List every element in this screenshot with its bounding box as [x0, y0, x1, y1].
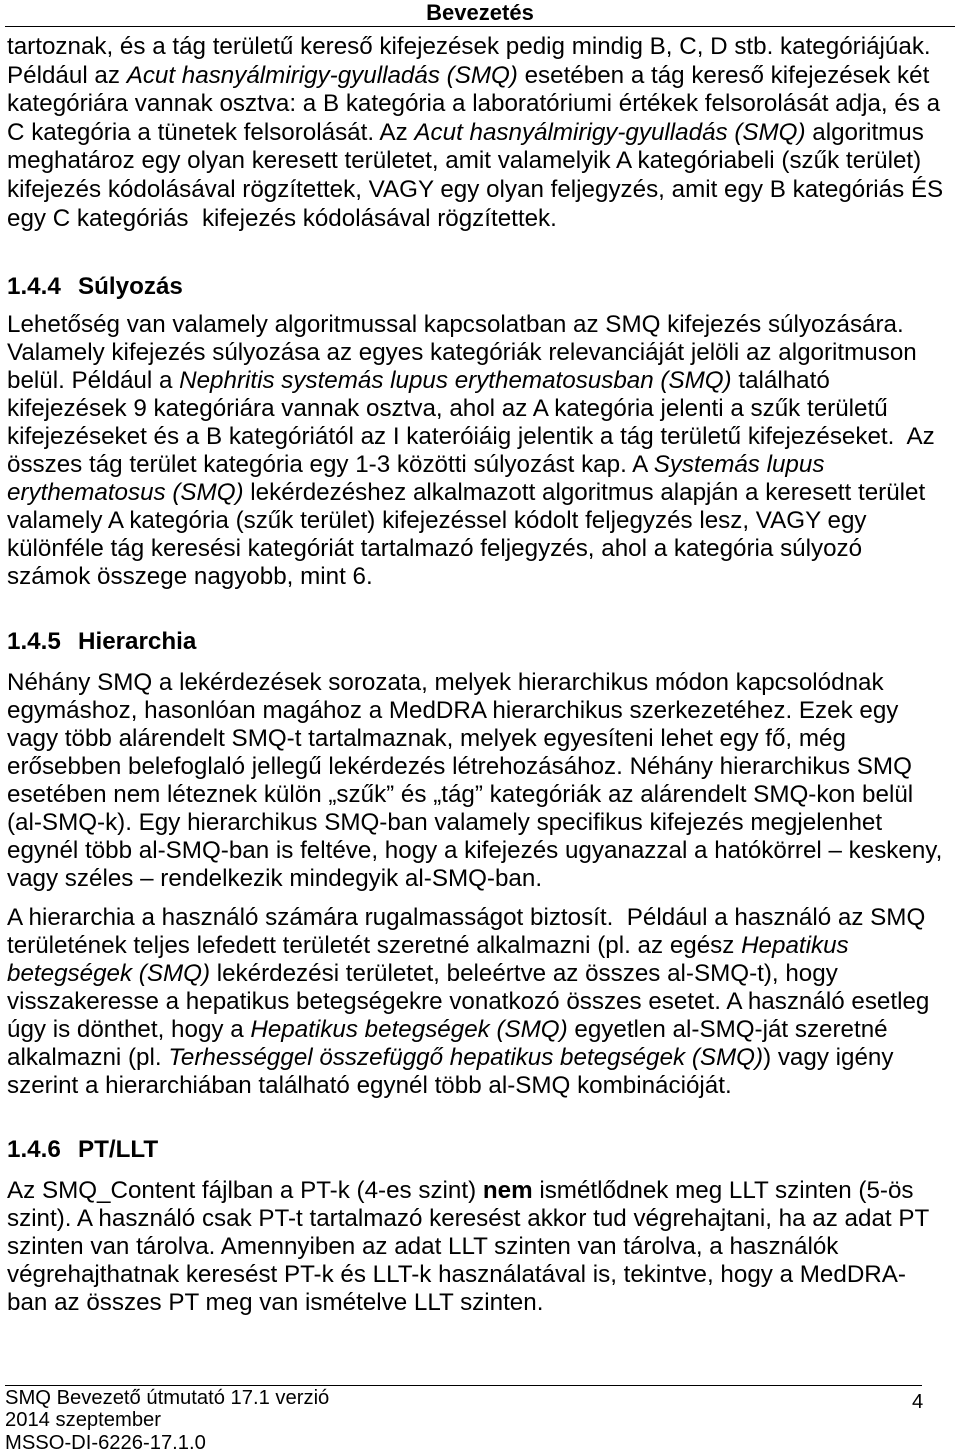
- text-line: [7, 147, 943, 176]
- text-line: [7, 119, 943, 148]
- text-segment: A hierarchia a használó számára rugalmasságot biztosít. Például a használó az SMQ: [7, 904, 926, 931]
- section-title: Hierarchia: [78, 628, 197, 655]
- text-line: [7, 367, 935, 395]
- text-segment: kifejezéseket és a B kategóriától az I kateróiáig jelentik a tág területű kifejezéseket. Az: [7, 423, 935, 450]
- text-line: [7, 809, 942, 837]
- text-segment: kifejezés kódolásával rögzítettek, VAGY egy olyan feljegyzés, amit egy B kategóriás ÉS: [7, 175, 944, 203]
- italic-text: Systemás lupus: [653, 451, 825, 478]
- italic-text: Terhességgel összefüggő hepatikus betegségek (SMQ): [168, 1044, 764, 1071]
- footer-rule: [5, 1385, 922, 1386]
- text-line: [7, 395, 935, 423]
- text-segment: egyetlen al-SMQ-ját szeretné: [567, 1016, 888, 1043]
- section-heading: [7, 628, 196, 656]
- text-line: [7, 176, 943, 205]
- text-segment: alkalmazni (pl.: [7, 1044, 169, 1071]
- footer-date: 2014 szeptember: [5, 1409, 161, 1432]
- italic-text: Acut hasnyálmirigy-gyulladás (SMQ): [126, 61, 518, 89]
- text-line: [7, 753, 942, 781]
- text-segment: egy C kategóriás kifejezés kódolásával rögzítettek.: [7, 204, 557, 232]
- text-segment: kategóriára vannak osztva: a B kategória a laboratóriumi értékek felsorolását adja, és a: [7, 90, 941, 118]
- text-segment: kifejezések 9 kategóriára vannak osztva, ahol az A kategória jelenti a szűk területű: [7, 395, 888, 422]
- section-number: 1.4.4: [7, 273, 61, 300]
- text-line: [7, 205, 943, 234]
- text-segment: összes tág terület kategória egy 1-3 közötti súlyozást kap. A: [7, 451, 654, 478]
- italic-text: Nephritis systemás lupus erythematosusban (SMQ): [179, 367, 732, 394]
- italic-text: Acut hasnyálmirigy-gyulladás (SMQ): [414, 118, 806, 146]
- text-line: [7, 1044, 929, 1072]
- text-segment: Valamely kifejezés súlyozása az egyes kategóriák relevanciáját jelöli az algoritmuson: [7, 339, 917, 366]
- text-segment: esetében a tág kereső kifejezések két: [517, 61, 930, 89]
- text-segment: tartoznak, és a tág területű kereső kifejezések pedig mindig B, C, D stb. kategóriájúak.: [7, 33, 931, 60]
- text-segment: ) vagy igény: [763, 1044, 894, 1071]
- text-segment: erősebben belefoglaló jellegű lekérdezés létrehozásához. Néhány hierarchikus SMQ: [7, 753, 912, 780]
- page-number: 4: [912, 1391, 924, 1413]
- footer-doc-id: MSSO-DI-6226-17.1.0: [5, 1431, 206, 1454]
- text-segment: Néhány SMQ a lekérdezések sorozata, melyek hierarchikus módon kapcsolódnak: [7, 669, 884, 696]
- text-line: [7, 669, 942, 697]
- text-line: [7, 865, 942, 893]
- italic-text: Hepatikus: [741, 932, 849, 959]
- text-line: [7, 1233, 929, 1261]
- text-segment: egymáshoz, hasonlóan magához a MedDRA hierarchikus szerkezetéhez. Ezek egy: [7, 697, 899, 724]
- text-line: [7, 1289, 929, 1317]
- text-line: [7, 535, 935, 563]
- text-segment: C kategória a tünetek felsorolását. Az: [7, 118, 415, 146]
- running-header-title: Bevezetés: [426, 0, 534, 25]
- text-segment: esetében nem léteznek külön „szűk” és „tág” kategóriák az alárendelt SMQ-kon belül: [7, 781, 914, 808]
- text-segment: egynél több al-SMQ-ban is feltéve, hogy a kifejezés ugyanazzal a hatókörrel – keskeny,: [7, 837, 943, 864]
- text-line: [7, 988, 929, 1016]
- text-line: [7, 781, 942, 809]
- text-line: [7, 507, 935, 535]
- text-segment: Lehetőség van valamely algoritmussal kapcsolatban az SMQ kifejezés súlyozására.: [7, 311, 904, 338]
- italic-text: Hepatikus betegségek (SMQ): [250, 1016, 568, 1043]
- text-segment: szint). A használó csak PT-t tartalmazó keresést akkor tud végrehajtani, ha az adat PT: [7, 1205, 930, 1232]
- section-title: PT/LLT: [78, 1136, 159, 1163]
- text-segment: lekérdezési területet, beleértve az összes al-SMQ-t), hogy: [210, 960, 838, 987]
- bold-text: nem: [482, 1177, 533, 1204]
- text-line: [7, 1205, 929, 1233]
- text-segment: végrehajthatnak keresést PT-k és LLT-k használatával is, tekintve, hogy a MedDRA-: [7, 1261, 906, 1288]
- text-segment: valamely A kategória (szűk terület) kifejezéssel kódolt feljegyzés lesz, VAGY egy: [7, 507, 867, 534]
- footer-doc-title: SMQ Bevezető útmutató 17.1 verzió: [5, 1387, 330, 1409]
- text-line: [7, 90, 943, 119]
- italic-text: erythematosus (SMQ): [7, 479, 244, 506]
- text-line: [7, 423, 935, 451]
- text-segment: belül. Például a: [7, 367, 180, 394]
- text-line: [7, 837, 942, 865]
- section-number: 1.4.5: [7, 628, 61, 655]
- text-segment: Például az: [7, 61, 127, 89]
- text-line: [7, 1177, 929, 1205]
- text-segment: található: [731, 367, 830, 394]
- text-segment: (al-SMQ-k). Egy hierarchikus SMQ-ban valamely specifikus kifejezés megjelenhet: [7, 809, 883, 836]
- text-line: [7, 479, 935, 507]
- text-line: [7, 451, 935, 479]
- paragraph: [7, 33, 943, 233]
- text-segment: ismétlődnek meg LLT szinten (5-ös: [532, 1177, 914, 1204]
- text-line: [7, 1016, 929, 1044]
- text-segment: vagy széles – rendelkezik mindegyik al-SMQ-ban.: [7, 865, 543, 892]
- section-title: Súlyozás: [78, 273, 183, 300]
- paragraph: [7, 311, 935, 591]
- text-line: [7, 932, 929, 960]
- paragraph: [7, 904, 929, 1100]
- section-number: 1.4.6: [7, 1136, 61, 1163]
- paragraph: [7, 669, 942, 893]
- page-footer: [5, 1387, 329, 1454]
- text-segment: különféle tág keresési kategóriát tartalmazó feljegyzés, ahol a kategória súlyozó: [7, 535, 863, 562]
- text-segment: ban az összes PT meg van ismételve LLT szinten.: [7, 1289, 544, 1316]
- text-line: [7, 339, 935, 367]
- text-segment: meghatároz egy olyan keresett területet, amit valamelyik A kategóriabeli (szűk terület): [7, 147, 922, 175]
- text-segment: területének teljes lefedett területét szeretné alkalmazni (pl. az egész: [7, 932, 742, 959]
- text-line: [7, 1072, 929, 1100]
- text-line: [7, 33, 943, 62]
- text-segment: úgy is dönthet, hogy a: [7, 1016, 251, 1043]
- text-line: [7, 563, 935, 591]
- section-heading: [7, 1136, 158, 1164]
- text-line: [7, 1261, 929, 1289]
- text-segment: lekérdezéshez alkalmazott algoritmus alapján a keresett terület: [243, 479, 926, 506]
- text-segment: algoritmus: [805, 118, 924, 146]
- text-line: [7, 311, 935, 339]
- text-line: [7, 697, 942, 725]
- italic-text: betegségek (SMQ): [7, 960, 210, 987]
- text-line: [7, 904, 929, 932]
- header-rule: [5, 26, 955, 27]
- text-line: [7, 960, 929, 988]
- text-segment: számok összege nagyobb, mint 6.: [7, 563, 373, 590]
- text-segment: szerint a hierarchiában található egynél több al-SMQ kombinációját.: [7, 1072, 732, 1099]
- text-line: [7, 725, 942, 753]
- paragraph: [7, 1177, 929, 1317]
- text-segment: Az SMQ_Content fájlban a PT-k (4-es szint): [7, 1177, 483, 1204]
- text-segment: vagy több alárendelt SMQ-t tartalmaznak, melyek egyesíteni lehet egy fő, még: [7, 725, 846, 752]
- section-heading: [7, 273, 183, 301]
- text-segment: szinten van tárolva. Amennyiben az adat LLT szinten van tárolva, a használók: [7, 1233, 839, 1260]
- text-line: [7, 62, 943, 91]
- text-segment: visszakeresse a hepatikus betegségekre vonatkozó összes esetet. A használó esetleg: [7, 988, 930, 1015]
